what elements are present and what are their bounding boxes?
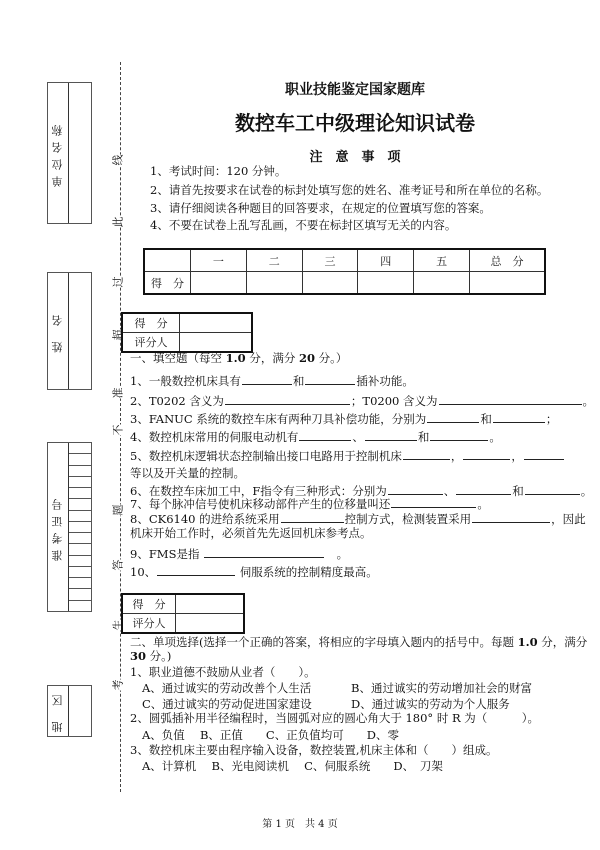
seal-char: 不	[111, 424, 125, 436]
header-cell: 一	[191, 249, 247, 272]
mc-question-1: 1、职业道德不鼓励从业者（ ）。	[130, 665, 316, 679]
region-label: 地 区	[51, 689, 64, 733]
header-cell: 二	[246, 249, 302, 272]
instruction: 1、考试时间：120 分钟。	[150, 164, 287, 178]
instruction: 3、请仔细阅读各种题目的回答要求，在规定的位置填写您的答案。	[150, 201, 491, 215]
name-field[interactable]	[47, 272, 92, 390]
question-7: 7、每个脉冲信号使机床移动部件产生的位移量叫还 。	[130, 497, 489, 511]
seal-char: 生	[111, 619, 125, 631]
grader-cell[interactable]	[176, 614, 245, 634]
grader-box-2	[121, 593, 245, 634]
score-cell[interactable]	[191, 272, 247, 295]
exam-id-grid	[69, 443, 91, 611]
mc-question-2: 2、圆弧插补用半径编程时，当圆弧对应的圆心角大于 180° 时 R 为（ ）。	[130, 711, 540, 725]
grader-label: 评分人	[122, 614, 176, 634]
name-label: 姓 名	[51, 309, 64, 353]
grader-label: 评分人	[122, 333, 180, 353]
instruction: 4、不要在试卷上乱写乱画，不要在标封区填写无关的内容。	[150, 218, 457, 232]
grader-box-1	[121, 312, 253, 353]
header-cell: 五	[414, 249, 470, 272]
question-1: 1、一般数控机床具有 和 插补功能。	[130, 374, 414, 388]
seal-char: 考	[111, 679, 125, 691]
page-footer: 第 1 页 共 4 页	[262, 819, 338, 830]
question-4: 4、数控机床常用的伺服电动机有 、 和 。	[130, 430, 501, 444]
question-2: 2、T0202 含义为 ；T0200 含义为 。	[130, 394, 595, 408]
question-9: 9、FMS是指 。	[130, 547, 349, 561]
score-label: 得 分	[122, 313, 180, 333]
question-6: 6、在数控车床加工中，F指令有三种形式：分别为 、 和 。	[130, 484, 593, 498]
options-row: A、计算机 B、光电阅读机 C、伺服系统 D、 刀架	[142, 759, 443, 773]
seal-char: 线	[111, 154, 125, 166]
options-row: A、负值 B、正值 C、正负值均可 D、零	[142, 728, 399, 742]
question-5: 5、数控机床逻辑状态控制输出接口电路用于控制机床 ， ，	[130, 448, 565, 463]
instruction: 2、请首先按要求在试卷的标封处填写您的姓名、准考证号和所在单位的名称。	[150, 183, 549, 197]
question-8: 8、CK6140 的进给系统采用 控制方式，检测装置采用 ，因此	[130, 512, 586, 526]
score-cell[interactable]	[470, 272, 546, 295]
header-cell	[144, 249, 191, 272]
question-5-continued: 等以及开关量的控制。	[130, 466, 245, 480]
score-cell[interactable]	[176, 594, 245, 614]
header-cell: 总 分	[470, 249, 546, 272]
question-10: 10、 伺服系统的控制精度最高。	[130, 565, 378, 579]
score-cell[interactable]	[358, 272, 414, 295]
seal-char: 超	[111, 329, 125, 341]
header-cell: 三	[302, 249, 358, 272]
score-cell[interactable]	[246, 272, 302, 295]
exam-subtitle: 职业技能鉴定国家题库	[285, 82, 425, 98]
score-cell[interactable]	[180, 313, 253, 333]
section2-heading: 二、单项选择(选择一个正确的答案，将相应的字母填入题内的括号中。每题 1.0 分，满分	[130, 635, 588, 649]
notice-heading: 注 意 事 项	[309, 150, 401, 165]
seal-char: 过	[111, 276, 125, 288]
option-d: D、通过诚实的劳动为个人服务	[351, 697, 510, 711]
option-a: A、通过诚实的劳动改善个人生活	[142, 681, 312, 695]
unit-name-field[interactable]	[47, 82, 92, 224]
score-cell[interactable]	[414, 272, 470, 295]
section1-heading: 一、填空题（每空 1.0 分，满分 20 分。）	[130, 351, 348, 365]
exam-id-label: 准考证号	[51, 493, 64, 561]
region-field[interactable]	[47, 685, 92, 737]
row-label: 得 分	[144, 272, 191, 295]
score-label: 得 分	[122, 594, 176, 614]
question-8-continued: 机床开始工作时，必须首先先返回机床参考点。	[130, 526, 372, 540]
seal-char: 题	[111, 504, 125, 516]
exam-title: 数控车工中级理论知识试卷	[235, 111, 475, 135]
grader-cell[interactable]	[180, 333, 253, 353]
seal-char: 此	[111, 216, 125, 228]
exam-id-field[interactable]	[47, 442, 92, 612]
section2-heading-continued: 30 分。)	[130, 649, 172, 663]
unit-name-label: 单位名称	[51, 119, 64, 187]
score-cell[interactable]	[302, 272, 358, 295]
header-cell: 四	[358, 249, 414, 272]
score-summary-table	[143, 248, 546, 295]
question-3: 3、FANUC 系统的数控车床有两种刀具补偿功能，分别为 和 ；	[130, 412, 558, 426]
option-b: B、通过诚实的劳动增加社会的财富	[351, 681, 532, 695]
seal-char: 答	[111, 559, 125, 571]
option-c: C、通过诚实的劳动促进国家建设	[142, 697, 312, 711]
seal-char: 准	[111, 387, 125, 399]
mc-question-3: 3、数控机床主要由程序输入设备，数控装置,机床主体和（ ）组成。	[130, 743, 498, 757]
